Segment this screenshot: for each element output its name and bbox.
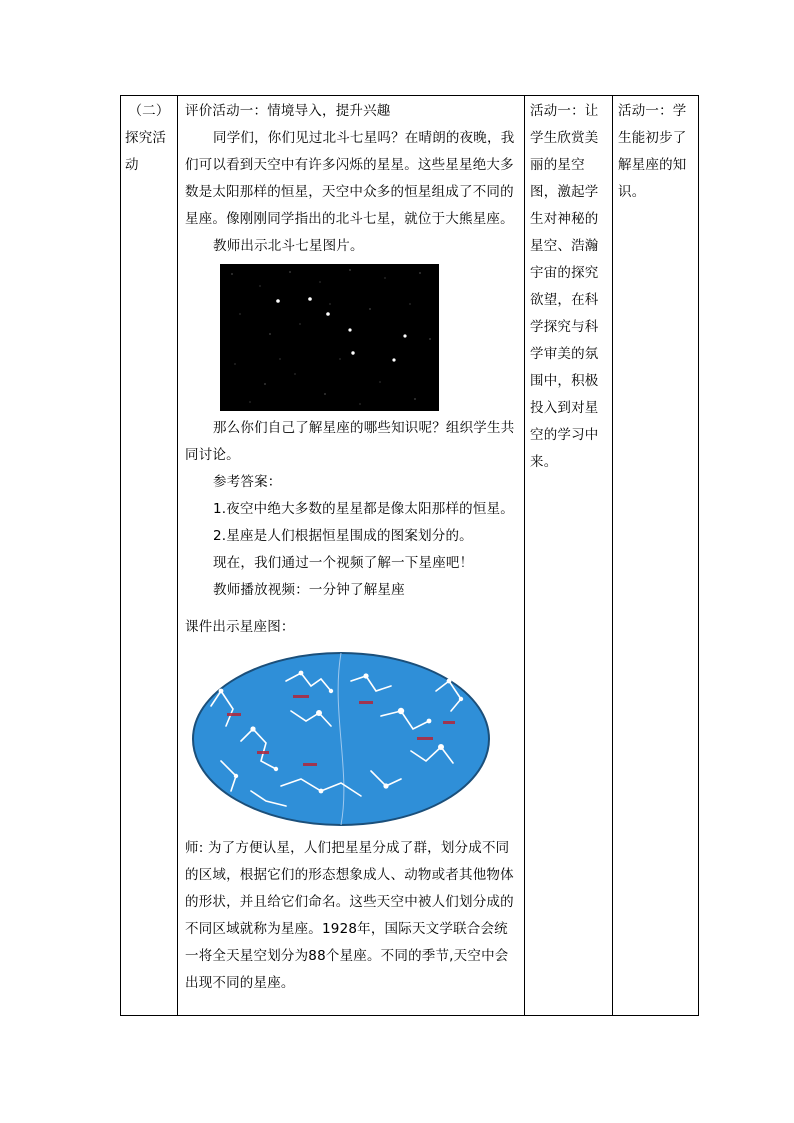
reference-answer-label: 参考答案： — [213, 474, 282, 490]
video-intro: 现在，我们通过一个视频了解一下星座吧！ — [213, 555, 474, 571]
answer-item: 2.星座是人们根据恒星围成的图案划分的。 — [213, 528, 473, 544]
teacher-explanation: 师: 为了方便认星，人们把星星分成了群，划分成不同的区域，根据它们的形态想象成人、动物或者其他物体的形状，并且给它们命名。这些天空中被人们划分成的不同区域就称为星座。1928年，国际天文学联合会统一将全天星空划分为88个星座。不同的季节,天空中会出现不同的星座。 — [185, 840, 514, 991]
lesson-plan-table — [120, 95, 699, 1016]
activity-column — [177, 96, 524, 1015]
intro-paragraph: 同学们，你们见过北斗七星吗？在晴朗的夜晚，我们可以看到天空中有许多闪烁的星星。这些星星绝大多数是太阳那样的恒星，天空中众多的恒星组成了不同的星座。像刚刚同学指出的北斗七星，就位于大熊星座。 — [185, 130, 515, 227]
stage-number: （二） — [128, 103, 170, 119]
design-intent-column — [524, 96, 612, 1015]
constellation-map-label: 课件出示星座图： — [185, 619, 295, 635]
video-note: 教师播放视频：一分钟了解星座 — [213, 582, 405, 598]
big-dipper-photo — [220, 264, 439, 411]
stage-title: 探究活动 — [125, 130, 167, 173]
stage-column — [121, 96, 177, 1015]
design-intent-text: 活动一：让学生欣赏美丽的星空图，激起学生对神秘的星空、浩瀚宇宙的探究欲望，在科学探究与科学审美的氛围中，积极投入到对星空的学习中来。 — [530, 103, 599, 470]
discussion-prompt: 那么你们自己了解星座的哪些知识呢？组织学生共同讨论。 — [185, 420, 515, 463]
assessment-text: 活动一：学生能初步了解星座的知识。 — [618, 103, 687, 200]
constellation-map-image — [191, 651, 491, 827]
activity-heading: 评价活动一：情境导入，提升兴趣 — [185, 103, 391, 119]
teacher-shows-photo: 教师出示北斗七星图片。 — [213, 238, 364, 254]
answer-item: 1.夜空中绝大多数的星星都是像太阳那样的恒星。 — [213, 501, 514, 517]
assessment-column — [612, 96, 700, 1015]
